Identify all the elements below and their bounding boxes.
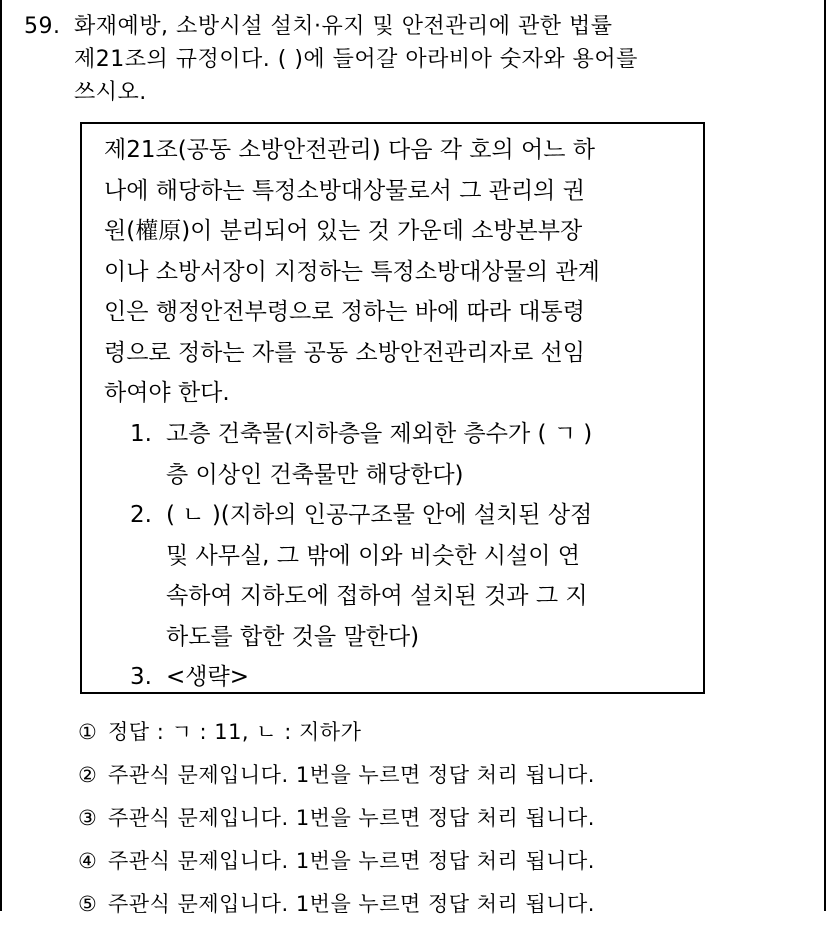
choice-text: 주관식 문제입니다. 1번을 누르면 정답 처리 됩니다. xyxy=(108,806,595,830)
choice-text: 주관식 문제입니다. 1번을 누르면 정답 처리 됩니다. xyxy=(108,892,595,916)
passage-item-text xyxy=(166,495,592,657)
passage-item-line: 속하여 지하도에 접하여 설치된 것과 그 지 xyxy=(166,583,588,609)
question-line: 화재예방, 소방시설 설치·유지 및 안전관리에 관한 법률 xyxy=(74,14,613,39)
choice-mark: ⑤ xyxy=(78,892,98,916)
choice-2[interactable] xyxy=(78,754,778,797)
passage-item-number: 3. xyxy=(130,664,152,690)
passage-item-line: 고층 건축물(지하층을 제외한 층수가 ( ㄱ ) xyxy=(166,421,593,447)
choice-text: 주관식 문제입니다. 1번을 누르면 정답 처리 됩니다. xyxy=(108,849,595,873)
passage-item-number: 1. xyxy=(130,421,152,447)
choice-mark: ④ xyxy=(78,849,98,873)
choice-4[interactable] xyxy=(78,840,778,883)
passage-item-line: 하도를 합한 것을 말한다) xyxy=(166,623,420,650)
passage-line: 하여야 한다. xyxy=(104,380,230,406)
passage-item-line: 및 사무실, 그 밖에 이와 비슷한 시설이 연 xyxy=(166,542,580,569)
choice-3[interactable] xyxy=(78,797,778,840)
question-line: 제21조의 규정이다. ( )에 들어갈 아라비아 숫자와 용어를 xyxy=(74,47,638,72)
passage-line: 제21조(공동 소방안전관리) 다음 각 호의 어느 하 xyxy=(104,137,596,163)
passage-line: 원(權原)이 분리되어 있는 것 가운데 소방본부장 xyxy=(104,218,583,244)
passage-item-line: ( ㄴ )(지하의 인공구조물 안에 설치된 상점 xyxy=(166,502,593,528)
passage-line: 령으로 정하는 자를 공동 소방안전관리자로 선임 xyxy=(104,339,585,366)
choice-mark: ① xyxy=(78,720,98,744)
choice-text: 주관식 문제입니다. 1번을 누르면 정답 처리 됩니다. xyxy=(108,763,595,787)
question-stem xyxy=(74,10,774,109)
passage-item-line: <생략> xyxy=(166,664,249,690)
choice-mark: ② xyxy=(78,763,98,787)
passage-box xyxy=(80,122,705,694)
answer-choices xyxy=(78,711,778,926)
passage-item-text xyxy=(166,657,249,698)
passage-line: 인은 행정안전부령으로 정하는 바에 따라 대통령 xyxy=(104,299,585,325)
choice-text: 정답 : ㄱ : 11, ㄴ : 지하가 xyxy=(108,720,362,744)
passage-line: 이나 소방서장이 지정하는 특정소방대상물의 관계 xyxy=(104,258,600,285)
passage-line: 나에 해당하는 특정소방대상물로서 그 관리의 권 xyxy=(104,177,585,204)
passage-item-text xyxy=(166,414,592,495)
question-number: 59. xyxy=(24,14,61,39)
question-line: 쓰시오. xyxy=(74,80,147,105)
passage-item-line: 층 이상인 건축물만 해당한다) xyxy=(166,461,464,488)
choice-5[interactable] xyxy=(78,883,778,926)
passage-text xyxy=(104,130,694,414)
choice-mark: ③ xyxy=(78,806,98,830)
choice-1[interactable] xyxy=(78,711,778,754)
passage-item-number: 2. xyxy=(130,502,152,528)
